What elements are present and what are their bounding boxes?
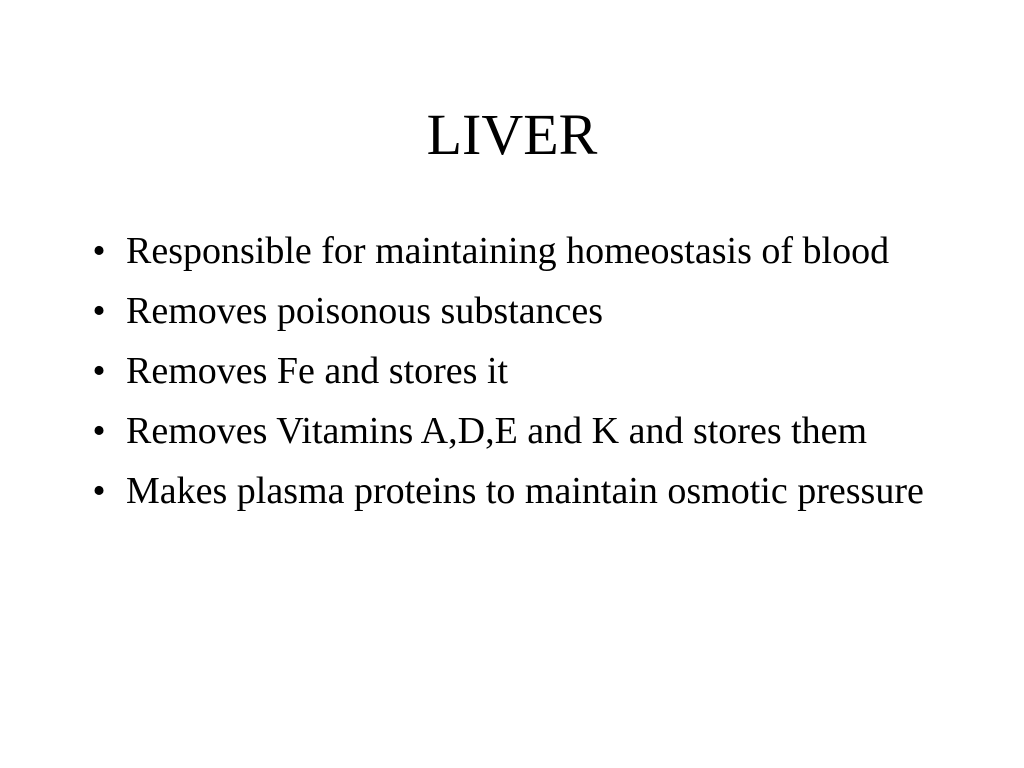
bullet-text: Removes Vitamins A,D,E and K and stores them	[126, 410, 868, 452]
slide-title: LIVER	[426, 102, 598, 167]
bullet-text: Responsible for maintaining homeostasis of blood	[126, 230, 890, 272]
bullet-dot-icon: •	[92, 470, 106, 512]
bullet-item	[84, 228, 944, 274]
bullet-item	[84, 288, 944, 334]
bullet-list	[84, 228, 944, 528]
bullet-text: Removes poisonous substances	[126, 290, 604, 332]
bullet-item	[84, 408, 944, 454]
bullet-dot-icon: •	[92, 290, 106, 332]
bullet-dot-icon: •	[92, 350, 106, 392]
bullet-item	[84, 348, 944, 394]
bullet-dot-icon: •	[92, 410, 106, 452]
bullet-text: Makes plasma proteins to maintain osmotic pressure	[126, 470, 924, 512]
bullet-item	[84, 468, 944, 514]
bullet-text: Removes Fe and stores it	[126, 350, 509, 392]
bullet-dot-icon: •	[92, 230, 106, 272]
